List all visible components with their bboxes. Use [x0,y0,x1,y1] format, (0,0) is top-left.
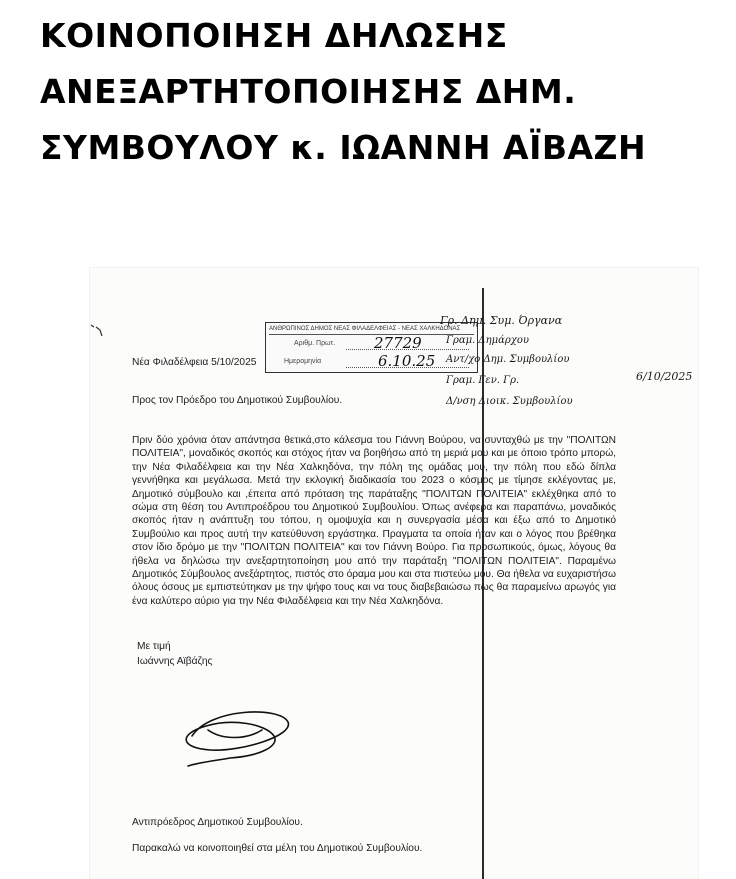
headline-line-3: ΣΥΜΒΟΥΛΟΥ κ. ΙΩΑΝΝΗ ΑΪΒΑΖΗ [40,128,647,167]
stamp-protocol-number: 27729 [374,334,422,352]
headline-line-1: ΚΟΙΝΟΠΟΙΗΣΗ ΔΗΛΩΣΗΣ [40,16,508,55]
letter-signatory: Ιωάννης Αϊβάζης [137,656,213,667]
handwritten-note-5: Δ/νση Διοικ. Συμβουλίου [446,396,573,407]
handwritten-note-2: Γραμ. Δημάρχου [446,335,529,346]
handwritten-note-4: Γραμ. Γεν. Γρ. [446,375,520,386]
headline-line-2: ΑΝΕΞΑΡΤΗΤΟΠΟΙΗΣΗΣ ΔΗΜ. [40,72,577,111]
letter-salutation: Προς τον Πρόεδρο του Δημοτικού Συμβουλίου. [132,395,343,406]
letter-place-date: Νέα Φιλαδέλφεια 5/10/2025 [132,357,257,368]
stamp-date-value: 6.10.25 [378,352,436,370]
handwritten-date: 6/10/2025 [636,370,693,383]
letter-body: Πριν δύο χρόνια όταν απάντησα θετικά,στο κάλεσμα του Γιάννη Βούρου, να συνταχθώ με την "ΠΟΛΙΤΩΝ ΠΟΛΙΤΕΙΑ", μοναδικός σκοπός και στόχος ήταν να βοηθήσω από τη μεριά μου και με όποιο τρόπο μπορώ, την Νέα Φιλαδέλφεια και την Νέα Χαλκηδόνα, την πόλη της ομάδας μου, την πόλη που εδώ δίπλα γεννήθηκα και μεγάλωσα. Μετά την εκλογική διαδικασία του 2023 ο κόσμος με τίμησε εκλέγοντας με, Δημοτικό σύμβουλο και ,έπειτα από πρόταση της παράταξης "ΠΟΛΙΤΩΝ ΠΟΛΙΤΕΙΑ" εκλέχθηκα από το σώμα στη θέση του Αντιπροέδρου του Δημοτικού Συμβουλίου. Όπως ανέφερα και παραπάνω, μοναδικός σκοπός ήταν η ανάπτυξη του τόπου, η ομοψυχία και η συνεργασία μέσα και έξω από το Δημοτικό Συμβούλιο και προς αυτή την κατεύθυνση εργάστηκα. Πραγματα τα οποία ήταν και ο λόγος που βρέθηκα στον ίδιο δρόμο με την "ΠΟΛΙΤΩΝ ΠΟΛΙΤΕΙΑ" και τον Γιάννη Βούρο. Για προσωπικούς, όμως, λόγους θα ήθελα να δηλώσω την ανεξαρτητοποίηση μου από την παράταξη "ΠΟΛΙΤΩΝ ΠΟΛΙΤΕΙΑ". Παραμένω Δημοτικός Σύμβουλος ανεξάρτητος, πιστός στο όραμα μου και στα πιστεύω μου. Θα ήθελα να ευχαριστήσω όλους όσους με εμπιστεύτηκαν με την ψήφο τους και να τους διαβεβαιώσω πως θα παραμείνω αρωγός για ένα καλύτερο αύριο για την Νέα Φιλαδέλφεια και την Νέα Χαλκηδόνα. [132,435,616,607]
handwritten-signature [170,700,310,770]
handwritten-note-3: Αντ/χο Δημ. Συμβουλίου [446,354,570,365]
stamp-protocol-line [346,349,469,350]
stamp-protocol-label: Αριθμ. Πρωτ. [294,340,336,347]
protocol-stamp [265,322,478,373]
letter-closing: Με τιμή [137,641,171,652]
stamp-header: ΑΝΘΡΩΠΙΝΟΣ ΔΗΜΟΣ ΝΕΑΣ ΦΙΛΑΔΕΛΦΕΙΑΣ - ΝΕΑΣ ΧΑΛΚΗΔΟΝΑΣ [269,324,474,335]
letter-notify: Παρακαλώ να κοινοποιηθεί στα μέλη του Δημοτικού Συμβουλίου. [132,843,423,854]
stamp-date-line [346,367,469,368]
letter-role: Αντιπρόεδρος Δημοτικού Συμβουλίου. [132,817,303,828]
scan-mark [88,322,112,338]
headline [40,8,730,176]
stamp-date-label: Ημερομηνία [284,358,322,365]
handwritten-note-1: Γρ. Δημ. Συμ. Όργανα [440,314,563,327]
